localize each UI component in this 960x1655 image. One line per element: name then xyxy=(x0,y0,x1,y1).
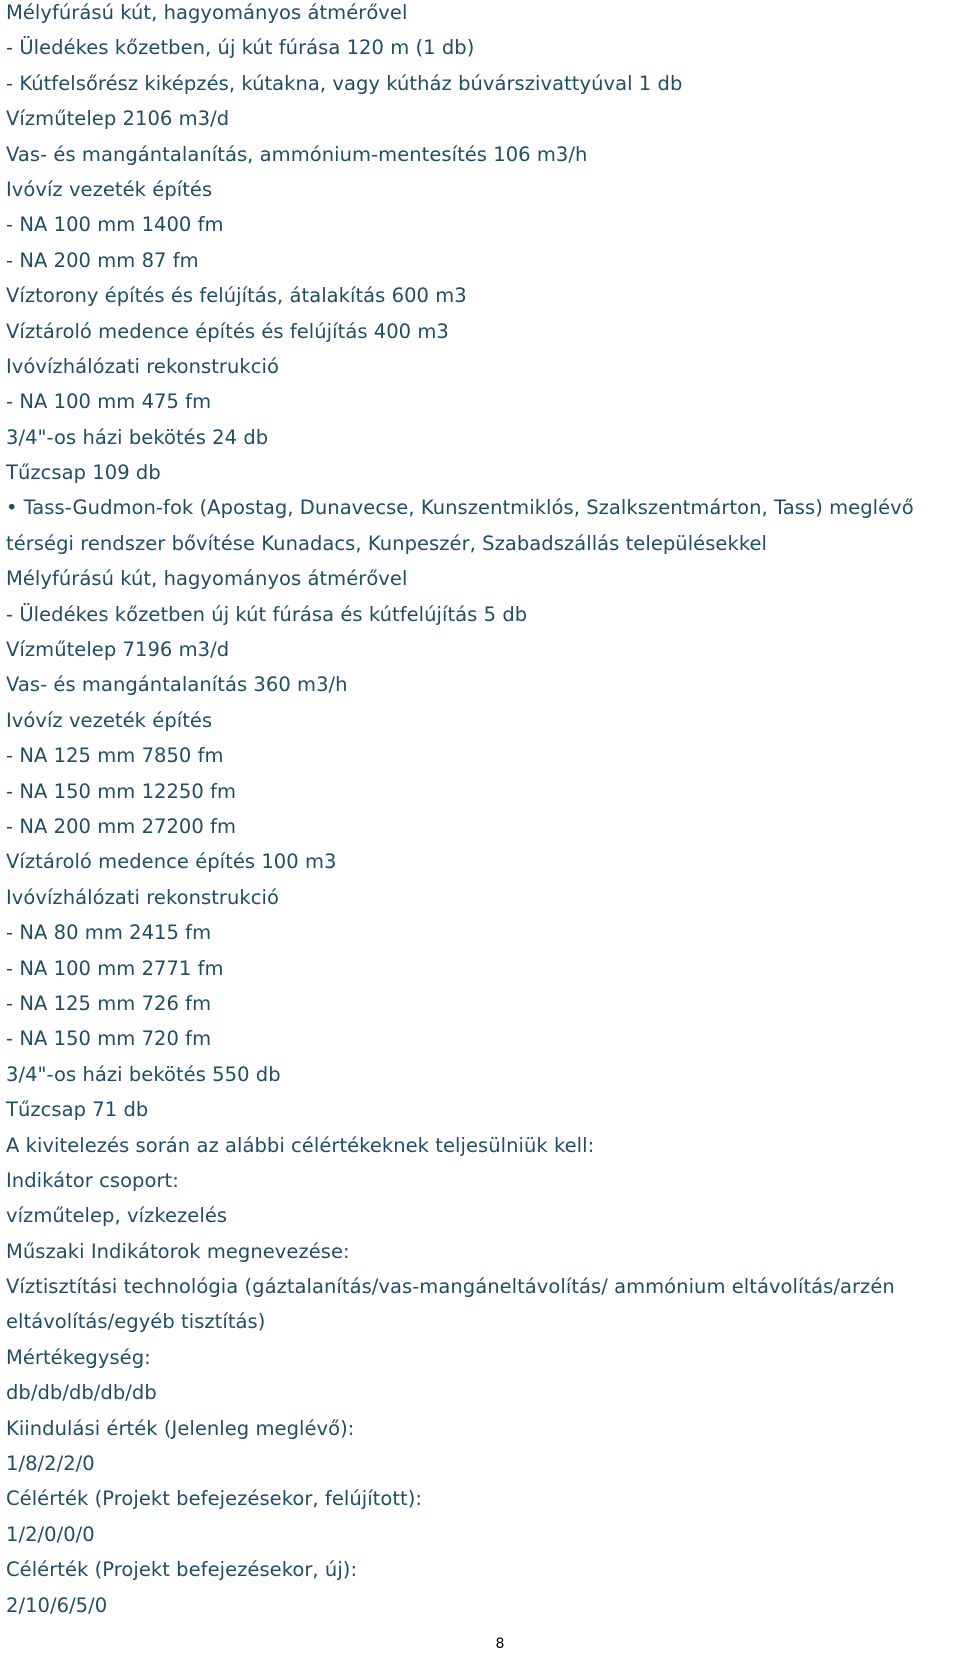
text-line: - NA 150 mm 720 fm xyxy=(6,1027,212,1051)
text-line: Műszaki Indikátorok megnevezése: xyxy=(6,1239,350,1263)
text-line: - Kútfelsőrész kiképzés, kútakna, vagy kútház búvárszivattyúval 1 db xyxy=(6,71,683,95)
text-line: - NA 200 mm 27200 fm xyxy=(6,814,237,838)
text-line: - NA 200 mm 87 fm xyxy=(6,248,199,272)
text-line: Víztároló medence építés 100 m3 xyxy=(6,850,337,874)
text-line: Mértékegység: xyxy=(6,1345,151,1369)
text-line: Indikátor csoport: xyxy=(6,1168,179,1192)
text-line: 1/8/2/2/0 xyxy=(6,1452,95,1476)
text-line: - NA 100 mm 1400 fm xyxy=(6,213,224,237)
text-line: vízműtelep, vízkezelés xyxy=(6,1204,228,1228)
text-line: Víztisztítási technológia (gáztalanítás/vas-mangáneltávolítás/ ammónium eltávolítás/arzén xyxy=(6,1275,895,1299)
text-line: - NA 100 mm 2771 fm xyxy=(6,956,224,980)
text-line: Ivóvízhálózati rekonstrukció xyxy=(6,354,279,378)
text-line: Víztorony építés és felújítás, átalakítás 600 m3 xyxy=(6,284,467,308)
text-line: Ivóvíz vezeték építés xyxy=(6,177,213,201)
text-line: Vízműtelep 2106 m3/d xyxy=(6,107,230,131)
bullet-item-text: Tass-Gudmon-fok (Apostag, Dunavecse, Kunszentmiklós, Szalkszentmárton, Tass) meglévő xyxy=(23,496,914,520)
text-line: - NA 150 mm 12250 fm xyxy=(6,779,237,803)
text-line: Vízműtelep 7196 m3/d xyxy=(6,638,230,662)
text-line: Vas- és mangántalanítás, ammónium-mentesítés 106 m3/h xyxy=(6,142,588,166)
bullet-icon: • xyxy=(6,496,18,520)
text-line: 2/10/6/5/0 xyxy=(6,1593,108,1617)
bullet-list-item xyxy=(6,495,956,530)
text-line: Tűzcsap 109 db xyxy=(6,461,161,485)
text-line: Ivóvíz vezeték építés xyxy=(6,708,213,732)
text-line: - NA 80 mm 2415 fm xyxy=(6,921,212,945)
text-line: Ivóvízhálózati rekonstrukció xyxy=(6,885,279,909)
text-line: Célérték (Projekt befejezésekor, felújított): xyxy=(6,1487,423,1511)
text-line: 3/4"-os házi bekötés 24 db xyxy=(6,425,269,449)
text-line: Kiindulási érték (Jelenleg meglévő): xyxy=(6,1416,355,1440)
text-line: - Üledékes kőzetben, új kút fúrása 120 m (1 db) xyxy=(6,36,475,60)
text-line: 1/2/0/0/0 xyxy=(6,1522,95,1546)
text-line: 3/4"-os házi bekötés 550 db xyxy=(6,1062,281,1086)
text-line: Mélyfúrású kút, hagyományos átmérővel xyxy=(6,1,408,24)
text-line: Célérték (Projekt befejezésekor, új): xyxy=(6,1558,358,1582)
text-line: eltávolítás/egyéb tisztítás) xyxy=(6,1310,266,1334)
text-line: Vas- és mangántalanítás 360 m3/h xyxy=(6,673,348,697)
page-number: 8 xyxy=(495,1636,505,1652)
text-line: - NA 125 mm 726 fm xyxy=(6,991,212,1015)
text-line: - Üledékes kőzetben új kút fúrása és kútfelújítás 5 db xyxy=(6,602,528,626)
text-line: - NA 125 mm 7850 fm xyxy=(6,744,224,768)
text-line: Tűzcsap 71 db xyxy=(6,1098,149,1122)
text-line: A kivitelezés során az alábbi célértékeknek teljesülniük kell: xyxy=(6,1133,595,1157)
text-line: térségi rendszer bővítése Kunadacs, Kunpeszér, Szabadszállás településekkel xyxy=(6,531,767,555)
document-body xyxy=(6,0,956,1628)
text-line: Mélyfúrású kút, hagyományos átmérővel xyxy=(6,567,408,591)
text-line: db/db/db/db/db xyxy=(6,1381,157,1405)
text-line: - NA 100 mm 475 fm xyxy=(6,390,212,414)
text-line: Víztároló medence építés és felújítás 400 m3 xyxy=(6,319,449,343)
